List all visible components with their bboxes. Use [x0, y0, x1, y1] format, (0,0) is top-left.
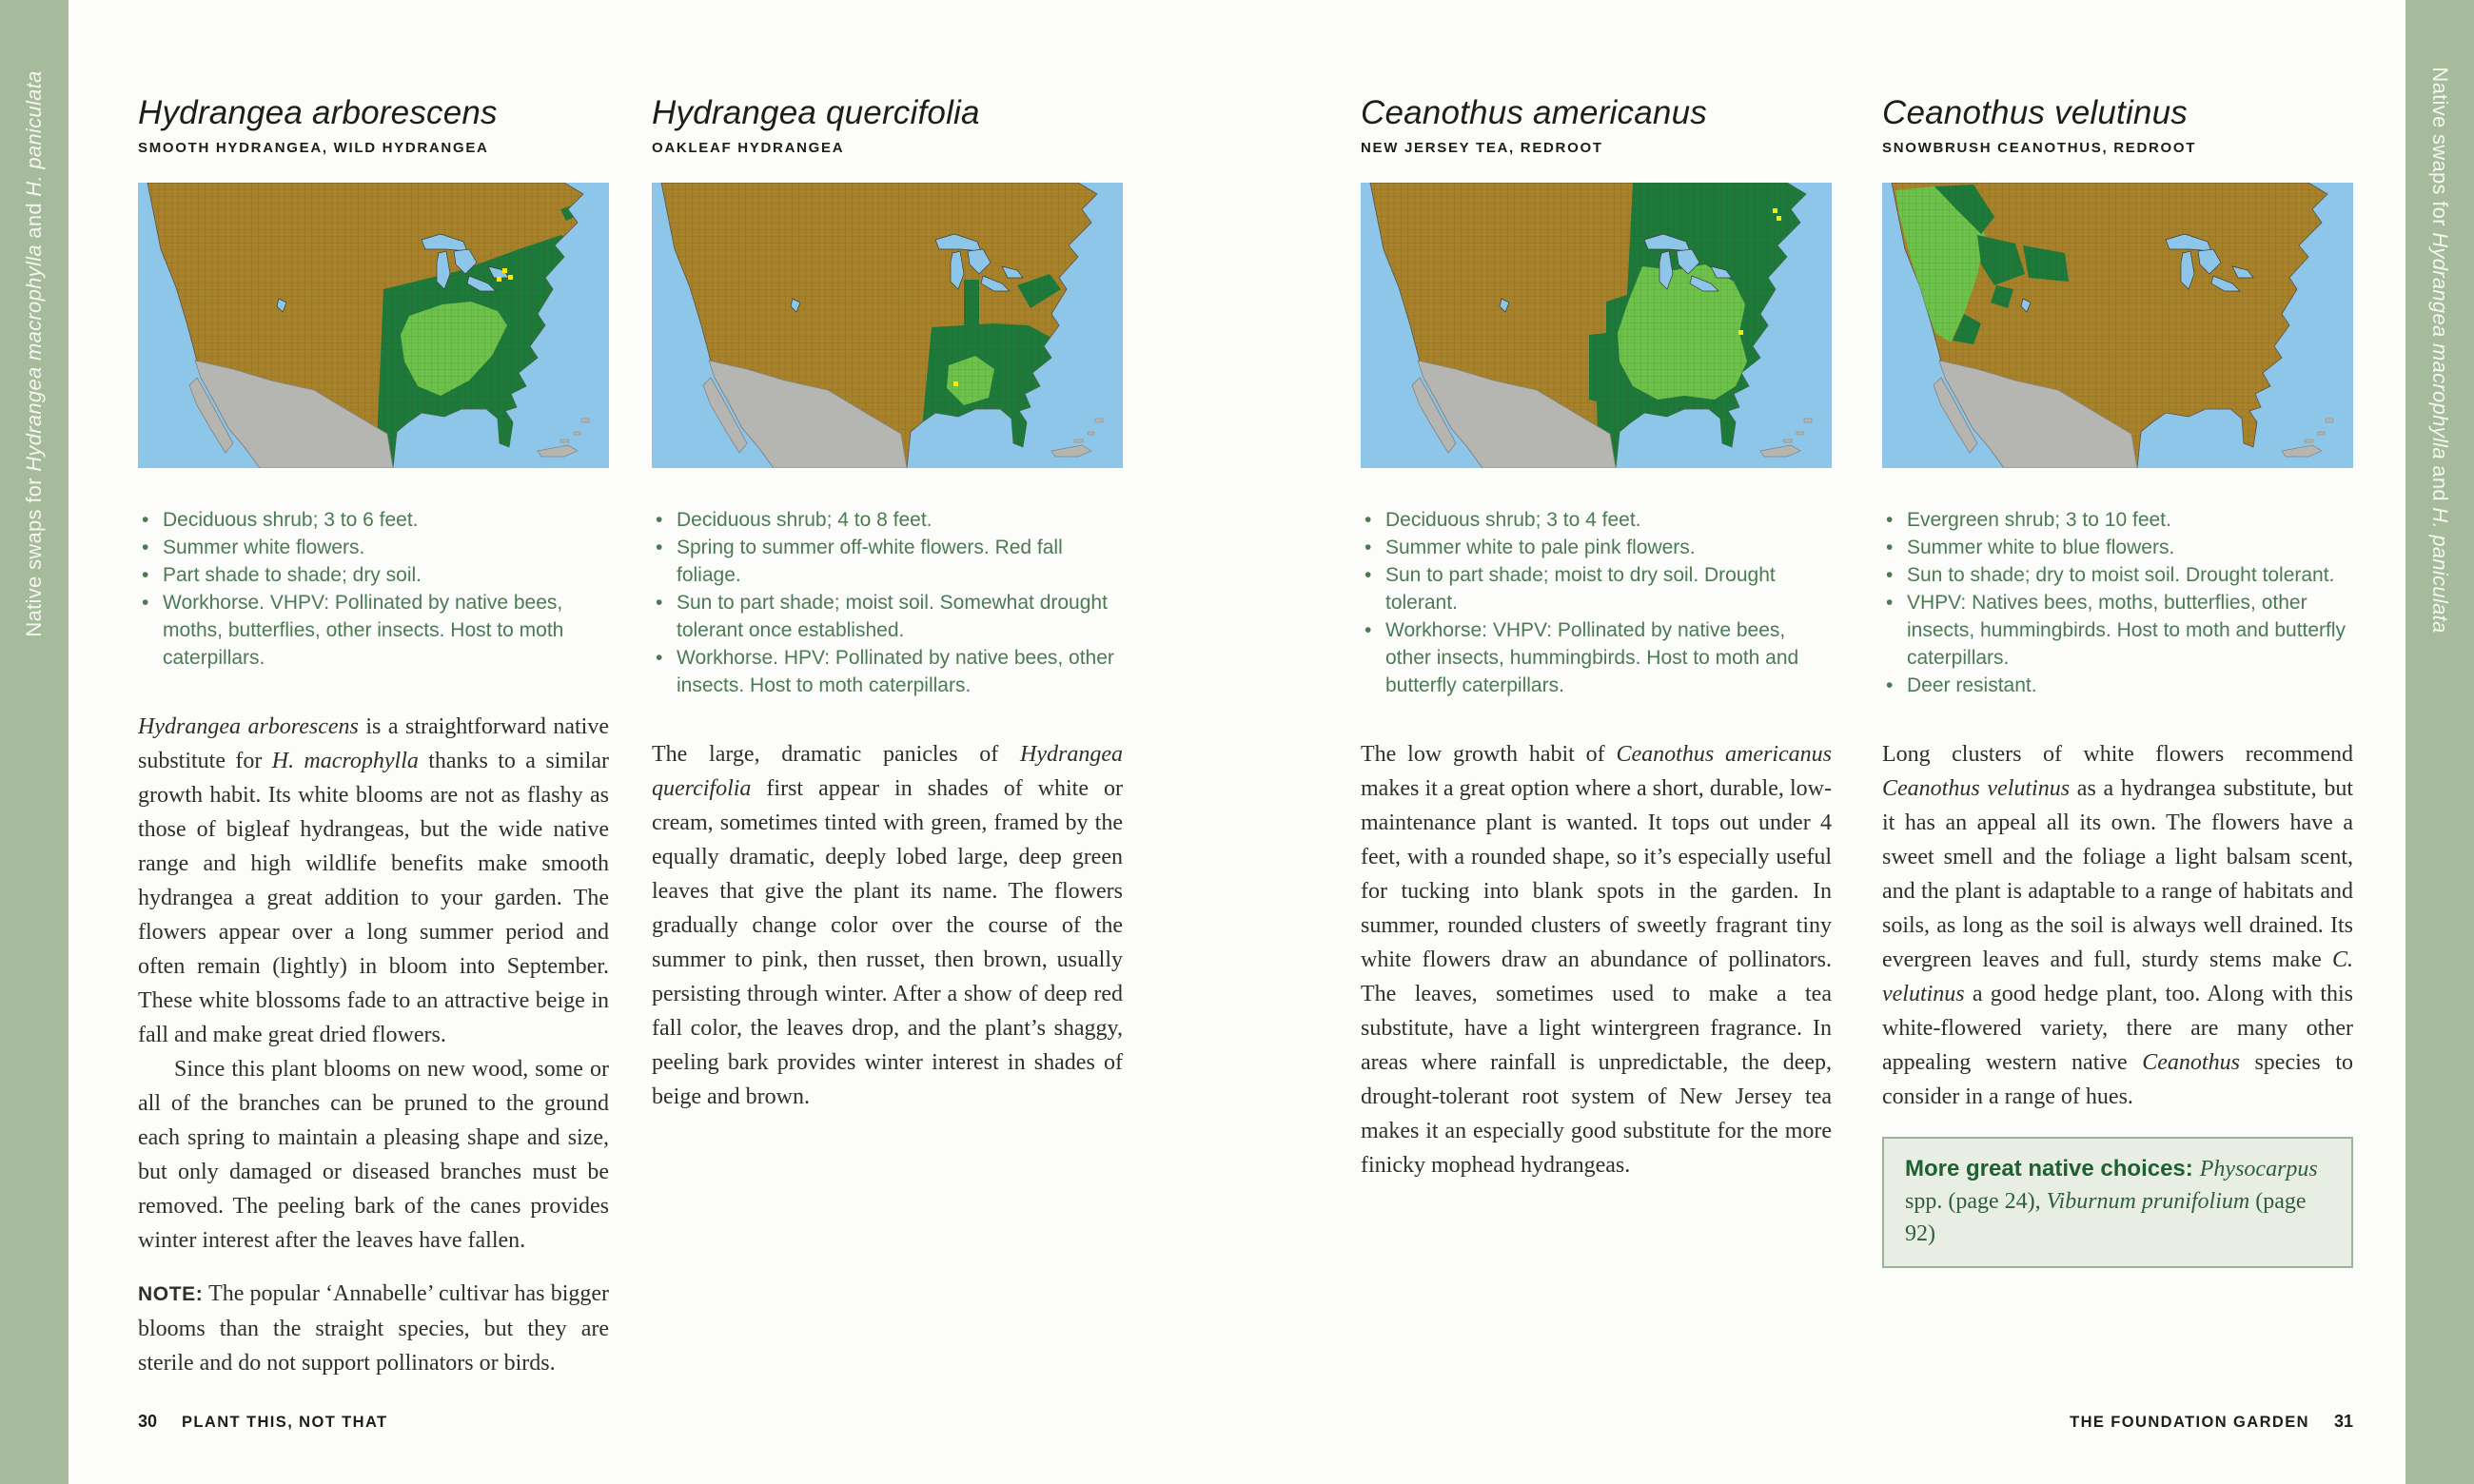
body-paragraph: Since this plant blooms on new wood, some or all of the branches can be pruned to the ground each spring to maintain a pleasing shape and size, but only damaged or diseased branches must be removed. The peeling bark of the canes provides winter interest after the leaves have fallen. [138, 1057, 609, 1253]
native-range-map [1361, 183, 1832, 468]
more-choices-box [1882, 1137, 2353, 1268]
species-column-hydrangea-arborescens [138, 95, 609, 1380]
species-name: Hydrangea quercifolia [652, 94, 980, 131]
more-choices-text: Physocarpus spp. (page 24), Viburnum prunifolium (page 92) [1905, 1157, 2318, 1246]
trait-bullet-list [652, 506, 1123, 699]
trait-bullet: • Workhorse: VHPV: Pollinated by native bees, other insects, hummingbirds. Host to moth and butterfly caterpillars. [1385, 616, 1832, 699]
running-head-left: PLANT THIS, NOT THAT [182, 1414, 388, 1431]
trait-bullet: • Evergreen shrub; 3 to 10 feet. [1907, 506, 2353, 534]
native-range-map [138, 183, 609, 468]
left-edge-vertical-title: Native swaps for Hydrangea macrophylla and H. paniculata [22, 70, 46, 637]
species-name: Ceanothus americanus [1361, 94, 1707, 131]
trait-bullet: • Sun to part shade; moist soil. Somewhat drought tolerant once established. [677, 589, 1123, 644]
note-paragraph: NOTE: The popular ‘Annabelle’ cultivar has bigger blooms than the straight species, but they are sterile and do not support pollinators or birds. [138, 1281, 609, 1376]
common-names: OAKLEAF HYDRANGEA [652, 140, 845, 156]
trait-bullet: • Workhorse. VHPV: Pollinated by native bees, moths, butterflies, other insects. Host to moth caterpillars. [163, 589, 609, 672]
trait-bullet: • Workhorse. HPV: Pollinated by native bees, other insects. Host to moth caterpillars. [677, 644, 1123, 699]
body-paragraph: Hydrangea arborescens is a straightforward native substitute for H. macrophylla thanks to a similar growth habit. Its white blooms are not as flashy as those of bigleaf hydrangeas, but the wide native range and high wildlife benefits make smooth hydrangea a great addition to your garden. The flowers appear over a long summer period and often remain (lightly) in bloom into September. These white blossoms fade to an attractive beige in fall and make great dried flowers. [138, 714, 609, 1047]
species-column-ceanothus-velutinus [1882, 95, 2353, 1268]
right-edge-vertical-title: Native swaps for Hydrangea macrophylla and H. paniculata [2428, 67, 2452, 634]
species-name: Ceanothus velutinus [1882, 94, 2188, 131]
common-names: SNOWBRUSH CEANOTHUS, REDROOT [1882, 140, 2197, 156]
running-head-right: THE FOUNDATION GARDEN [2070, 1414, 2309, 1431]
trait-bullet: • Spring to summer off-white flowers. Red fall foliage. [677, 534, 1123, 589]
common-names: SMOOTH HYDRANGEA, WILD HYDRANGEA [138, 140, 489, 156]
trait-bullet: • Summer white to blue flowers. [1907, 534, 2353, 561]
body-paragraph: The low growth habit of Ceanothus americanus makes it a great option where a short, durable, low-maintenance plant is wanted. It tops out under 4 feet, with a rounded shape, so it’s especially useful for tucking into blank spots in the garden. In summer, rounded clusters of sweetly fragrant tiny white flowers draw an abundance of pollinators. The leaves, sometimes used to make a tea substitute, have a light wintergreen fragrance. In areas where rainfall is unpredictable, the deep, drought-tolerant root system of New Jersey tea makes it an especially good substitute for the more finicky mophead hydrangeas. [1361, 742, 1832, 1178]
trait-bullet: • Sun to part shade; moist to dry soil. Drought tolerant. [1385, 561, 1832, 616]
native-range-map [1882, 183, 2353, 468]
footer-left [138, 1412, 388, 1432]
trait-bullet: • Deciduous shrub; 4 to 8 feet. [677, 506, 1123, 534]
trait-bullet: • VHPV: Natives bees, moths, butterflies, other insects, hummingbirds. Host to moth and butterfly caterpillars. [1907, 589, 2353, 672]
trait-bullet: • Sun to shade; dry to moist soil. Drought tolerant. [1907, 561, 2353, 589]
species-column-hydrangea-quercifolia [652, 95, 1123, 1114]
common-names: NEW JERSEY TEA, REDROOT [1361, 140, 1603, 156]
trait-bullet-list [1882, 506, 2353, 699]
trait-bullet: • Deer resistant. [1907, 672, 2353, 699]
species-column-ceanothus-americanus [1361, 95, 1832, 1182]
more-choices-label: More great native choices: [1905, 1156, 2193, 1181]
trait-bullet: • Summer white to pale pink flowers. [1385, 534, 1832, 561]
trait-bullet: • Deciduous shrub; 3 to 4 feet. [1385, 506, 1832, 534]
species-name: Hydrangea arborescens [138, 94, 498, 131]
body-paragraph: Long clusters of white flowers recommend Ceanothus velutinus as a hydrangea substitute, but it has an appeal all its own. The flowers have a sweet smell and the foliage a light balsam scent, and the plant is adaptable to a range of habitats and soils, as long as the soil is always well drained. Its evergreen leaves and full, sturdy stems make C. velutinus a good hedge plant, too. Along with this white-flowered variety, there are many other appealing western native Ceanothus species to consider in a range of hues. [1882, 742, 2353, 1109]
page-number-left: 30 [138, 1412, 158, 1431]
trait-bullet-list [1361, 506, 1832, 699]
trait-bullet-list [138, 506, 609, 672]
trait-bullet: • Part shade to shade; dry soil. [163, 561, 609, 589]
native-range-map [652, 183, 1123, 468]
footer-right [2070, 1412, 2353, 1432]
trait-bullet: • Summer white flowers. [163, 534, 609, 561]
page-number-right: 31 [2333, 1412, 2353, 1431]
trait-bullet: • Deciduous shrub; 3 to 6 feet. [163, 506, 609, 534]
body-paragraph: The large, dramatic panicles of Hydrangea quercifolia first appear in shades of white or cream, sometimes tinted with green, framed by the equally dramatic, deeply lobed large, deep green leaves that give the plant its name. The flowers gradually change color over the course of the summer to pink, then russet, then brown, usually persisting through winter. After a show of deep red fall color, the leaves drop, and the plant’s shaggy, peeling bark provides winter interest in shades of beige and brown. [652, 742, 1123, 1109]
